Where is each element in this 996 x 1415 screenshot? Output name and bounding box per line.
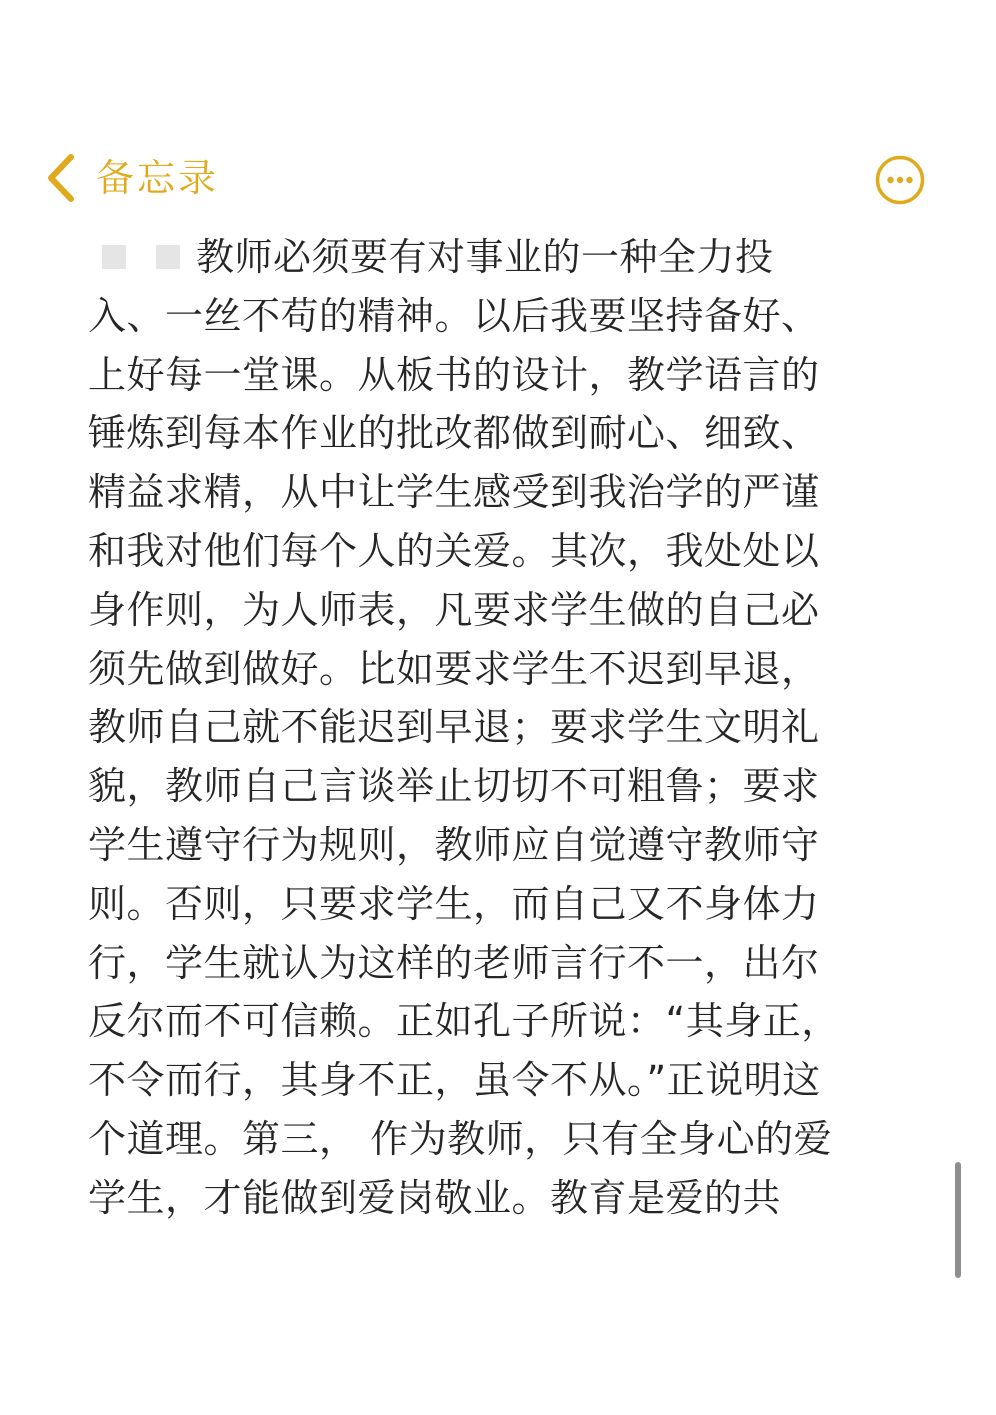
note-line: 貌，教师自己言谈举止切切不可粗鲁；要求 <box>88 764 820 809</box>
note-body[interactable] <box>88 228 918 1228</box>
back-label: 备忘录 <box>96 156 220 200</box>
note-line: 教师自己就不能迟到早退；要求学生文明礼 <box>88 705 820 750</box>
placeholder-square-icon <box>102 245 126 269</box>
note-line: 须先做到做好。比如要求学生不迟到早退， <box>88 646 820 691</box>
more-options-button[interactable] <box>875 155 925 205</box>
back-button[interactable] <box>44 150 219 206</box>
note-line: 入、一丝不苟的精神。以后我要坚持备好、 <box>88 293 820 338</box>
note-line: 行，学生就认为这样的老师言行不一，出尔 <box>88 940 820 985</box>
note-line <box>88 228 918 287</box>
note-line: 锤炼到每本作业的批改都做到耐心、细致、 <box>88 411 820 456</box>
note-line: 上好每一堂课。从板书的设计，教学语言的 <box>88 352 820 397</box>
note-line: 则。否则，只要求学生，而自己又不身体力 <box>88 881 820 926</box>
note-line: 不令而行，其身不正，虽令不从。”正说明这 <box>88 1058 821 1103</box>
scrollbar[interactable] <box>955 1162 961 1278</box>
note-line: 学生，才能做到爱岗敬业。教育是爱的共 <box>88 1175 782 1220</box>
note-line: 精益求精，从中让学生感受到我治学的严谨 <box>88 470 820 515</box>
chevron-left-icon <box>44 153 78 203</box>
note-line: 和我对他们每个人的关爱。其次，我处处以 <box>88 528 820 573</box>
ellipsis-circle-icon <box>875 155 925 205</box>
placeholder-square-icon <box>156 245 180 269</box>
note-line: 学生遵守行为规则，教师应自觉遵守教师守 <box>88 822 820 867</box>
note-line: 个道理。第三， 作为教师，只有全身心的爱 <box>88 1116 833 1161</box>
note-line-text: 教师必须要有对事业的一种全力投 <box>196 235 774 279</box>
note-line: 反尔而不可信赖。正如孔子所说：“其身正， <box>88 999 840 1044</box>
note-line: 身作则，为人师表，凡要求学生做的自己必 <box>88 587 820 632</box>
